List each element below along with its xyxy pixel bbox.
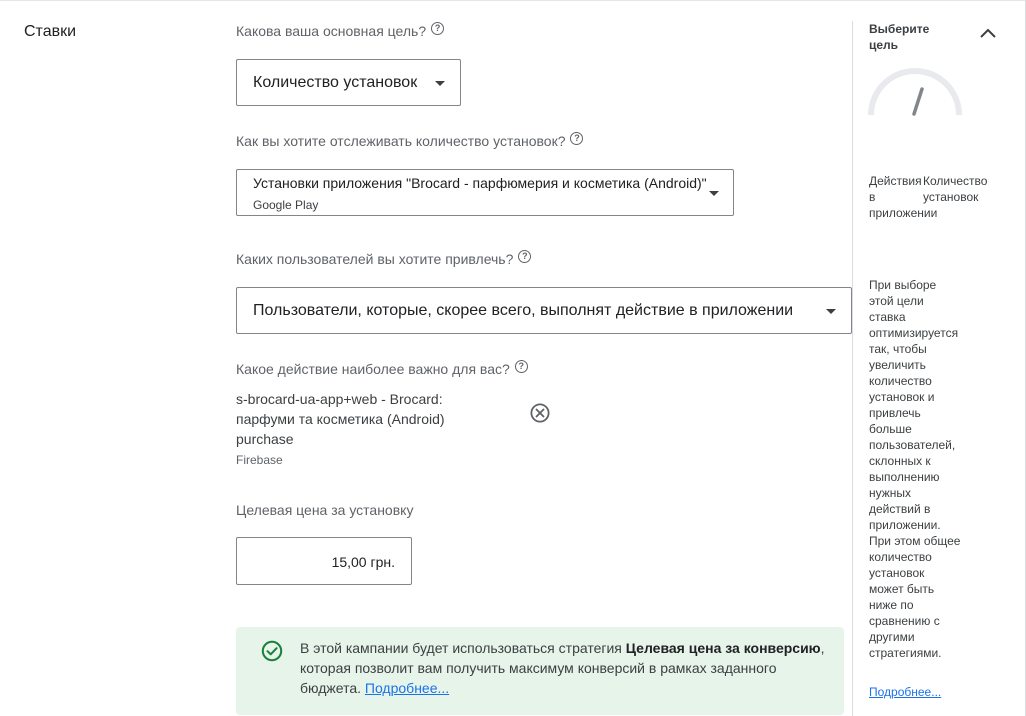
strategy-name: Целевая цена за конверсию bbox=[625, 640, 821, 656]
action-question-label: Какое действие наиболее важно для вас? bbox=[236, 361, 510, 377]
tracking-select-source: Google Play bbox=[253, 198, 319, 212]
dropdown-arrow-icon bbox=[709, 191, 719, 196]
tracking-question-label: Как вы хотите отслеживать количество установок? bbox=[236, 133, 566, 149]
selected-action bbox=[236, 389, 496, 449]
info-text-after: , которая позволит вам получить максимум конверсий в рамках заданного бюджета. bbox=[300, 640, 825, 696]
gauge-label-actions: Действия в приложении bbox=[869, 174, 938, 220]
users-question-label: Каких пользователей вы хотите привлечь? bbox=[236, 251, 514, 267]
dropdown-arrow-icon bbox=[435, 81, 445, 86]
target-price-value: 15,00 грн. bbox=[331, 554, 395, 570]
action-question bbox=[236, 361, 528, 377]
target-price-label: Целевая цена за установку bbox=[236, 502, 414, 518]
sidebar-divider bbox=[852, 21, 853, 716]
selected-action-line2: парфуми та косметика (Android) bbox=[236, 411, 445, 427]
users-question bbox=[236, 251, 531, 267]
help-icon[interactable]: ? bbox=[518, 250, 531, 263]
section-title: Ставки bbox=[24, 23, 77, 40]
selected-action-line1: s-brocard-ua-app+web - Brocard: bbox=[236, 391, 443, 407]
help-icon[interactable]: ? bbox=[515, 360, 528, 373]
selected-action-line3: purchase bbox=[236, 431, 294, 447]
goal-select[interactable] bbox=[236, 59, 461, 106]
goal-select-value: Количество установок bbox=[253, 74, 418, 91]
goal-question-label: Какова ваша основная цель? bbox=[236, 23, 427, 39]
users-select-value: Пользователи, которые, скорее всего, выполнят действие в приложении bbox=[253, 302, 794, 319]
learn-more-link[interactable]: Подробнее... bbox=[364, 680, 450, 696]
goal-question bbox=[236, 23, 444, 39]
chevron-up-icon[interactable] bbox=[978, 25, 998, 41]
remove-action-icon[interactable] bbox=[530, 403, 550, 423]
strategy-info-text bbox=[300, 638, 830, 698]
sidebar-title: Выберите цель bbox=[869, 22, 930, 52]
gauge-label-installs: Количество установок bbox=[923, 174, 988, 204]
sidebar-learn-more-link[interactable]: Подробнее... bbox=[869, 685, 942, 699]
goal-gauge-icon bbox=[867, 67, 963, 121]
tracking-select-value: Установки приложения "Brocard - парфюмерия и косметика (Android)" bbox=[253, 175, 707, 191]
target-price-input[interactable] bbox=[236, 537, 412, 585]
help-icon[interactable]: ? bbox=[431, 22, 444, 35]
users-select[interactable] bbox=[236, 287, 852, 334]
sidebar-description: При выборе этой цели ставка оптимизируется так, чтобы увеличить количество установок и привлечь больше пользователей, склонных к выполнению нужных действий в приложении. При этом общее количество установок может быть ниже по сравнению с другими стратегиями. bbox=[869, 278, 961, 660]
help-icon[interactable]: ? bbox=[570, 132, 583, 145]
info-text-before: В этой кампании будет использоваться стратегия bbox=[300, 640, 626, 656]
tracking-question bbox=[236, 133, 583, 149]
strategy-info-banner bbox=[236, 627, 844, 715]
selected-action-source: Firebase bbox=[236, 453, 283, 467]
check-circle-icon bbox=[261, 640, 283, 662]
dropdown-arrow-icon bbox=[826, 309, 836, 314]
tracking-select[interactable] bbox=[236, 169, 734, 216]
